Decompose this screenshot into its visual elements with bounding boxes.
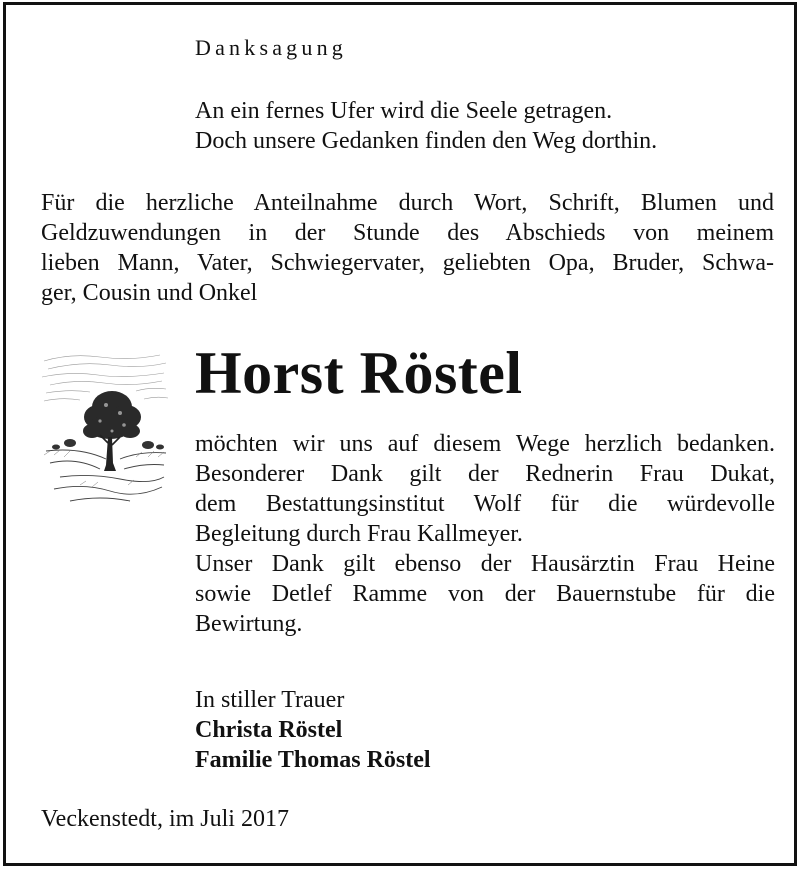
thanks-line: möchten wir uns auf diesem Wege herzlich bedanken. — [195, 431, 775, 457]
verse-line: An ein fernes Ufer wird die Seele getragen. — [195, 98, 613, 124]
signatory-name: Christa Röstel — [195, 717, 343, 743]
thanks-paragraph — [195, 429, 775, 639]
place-date: Veckenstedt, im Juli 2017 — [41, 806, 289, 832]
intro-line: Für die herzliche Anteilnahme durch Wort, Schrift, Blumen und — [41, 190, 774, 216]
tree-sketch-icon — [40, 347, 170, 512]
intro-line: Geldzuwendungen in der Stunde des Abschieds von meinem — [41, 220, 774, 246]
signatory-name: Familie Thomas Röstel — [195, 747, 431, 773]
thanks-line: Unser Dank gilt ebenso der Hausärztin Frau Heine — [195, 551, 775, 577]
obituary-notice — [3, 2, 797, 866]
thanks-line: sowie Detlef Ramme von der Bauernstube für die — [195, 581, 775, 607]
thanks-line: Begleitung durch Frau Kallmeyer. — [195, 521, 523, 547]
intro-line: ger, Cousin und Onkel — [41, 280, 258, 306]
intro-paragraph — [41, 188, 774, 308]
mourning-phrase: In stiller Trauer — [195, 687, 345, 713]
thanks-line: Besonderer Dank gilt der Rednerin Frau Dukat, — [195, 461, 775, 487]
intro-line: lieben Mann, Vater, Schwiegervater, geliebten Opa, Bruder, Schwa- — [41, 250, 774, 276]
deceased-name: Horst Röstel — [195, 340, 523, 406]
verse-line: Doch unsere Gedanken finden den Weg dorthin. — [195, 128, 658, 154]
thanks-line: dem Bestattungsinstitut Wolf für die würdevolle — [195, 491, 775, 517]
thanks-line: Bewirtung. — [195, 611, 303, 637]
signature-block — [195, 685, 431, 775]
verse — [195, 96, 657, 156]
notice-heading: Danksagung — [195, 35, 347, 60]
